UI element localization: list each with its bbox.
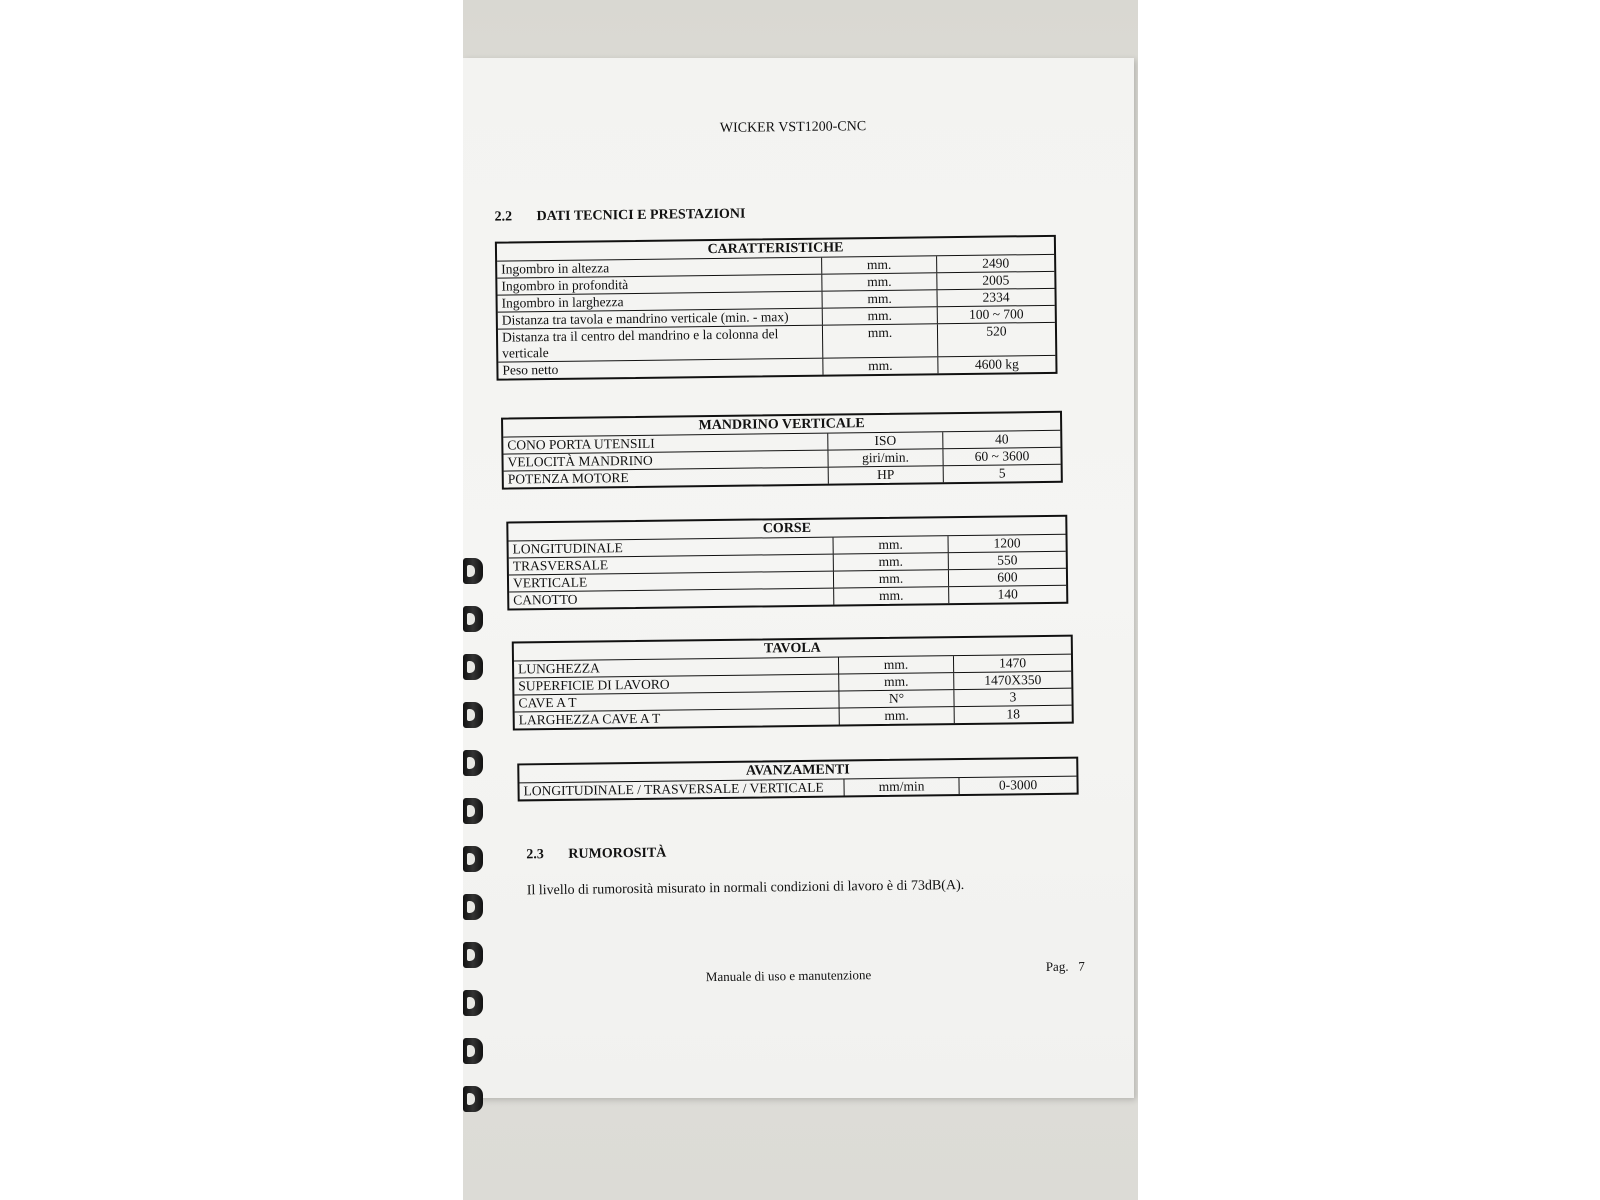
row-unit: ISO bbox=[828, 432, 943, 449]
binding-ring-icon bbox=[463, 702, 483, 728]
binding-ring-icon bbox=[463, 846, 483, 872]
row-label: Ingombro in altezza bbox=[497, 258, 822, 278]
document-photo bbox=[463, 0, 1138, 1200]
binding-ring-icon bbox=[463, 654, 483, 680]
spiral-binding bbox=[463, 558, 485, 1158]
footer-manual-title: Manuale di uso e manutenzione bbox=[705, 967, 872, 985]
row-label: VELOCITÀ MANDRINO bbox=[503, 451, 828, 471]
row-value: 1200 bbox=[993, 535, 1021, 551]
row-value: 60 ~ 3600 bbox=[974, 448, 1030, 464]
row-value: 140 bbox=[997, 586, 1018, 602]
page-label: Pag. bbox=[1045, 958, 1069, 975]
table-avanzamenti bbox=[517, 757, 1078, 802]
row-value: 520 bbox=[986, 323, 1007, 339]
section-title-2-2 bbox=[494, 207, 745, 226]
table-caratteristiche bbox=[495, 235, 1058, 381]
binding-ring-icon bbox=[463, 942, 483, 968]
binding-ring-icon bbox=[463, 750, 483, 776]
row-unit: mm. bbox=[839, 656, 954, 673]
document-header: WICKER VST1200-CNC bbox=[719, 119, 867, 136]
row-value: 550 bbox=[997, 552, 1018, 568]
row-label: Ingombro in larghezza bbox=[498, 292, 823, 312]
row-value: 3 bbox=[1009, 689, 1017, 705]
section-title-2-3 bbox=[526, 846, 666, 864]
binding-ring-icon bbox=[463, 1038, 483, 1064]
binding-ring-icon bbox=[463, 1086, 483, 1112]
row-label: Distanza tra tavola e mandrino verticale (min. - max) bbox=[498, 309, 823, 329]
binding-ring-icon bbox=[463, 990, 483, 1016]
binding-ring-icon bbox=[463, 606, 483, 632]
row-unit: mm. bbox=[840, 707, 955, 724]
row-label: Peso netto bbox=[498, 359, 823, 379]
row-unit: mm. bbox=[834, 536, 949, 553]
row-unit: HP bbox=[829, 466, 944, 483]
row-label: LONGITUDINALE / TRASVERSALE / VERTICALE bbox=[519, 779, 844, 799]
table-mandrino-verticale bbox=[501, 411, 1063, 490]
row-label: CAVE A T bbox=[514, 692, 839, 712]
row-label: CONO PORTA UTENSILI bbox=[503, 434, 828, 454]
row-value: 600 bbox=[997, 569, 1018, 585]
row-label: CANOTTO bbox=[509, 589, 834, 609]
row-label: LUNGHEZZA bbox=[514, 658, 839, 678]
row-value: 4600 kg bbox=[974, 356, 1019, 372]
page-number: 7 bbox=[1078, 958, 1085, 974]
row-unit: mm. bbox=[823, 307, 938, 324]
row-unit: mm. bbox=[834, 553, 949, 570]
table-caption: TAVOLA bbox=[514, 637, 1071, 662]
binding-ring-icon bbox=[463, 798, 483, 824]
row-unit: mm. bbox=[822, 273, 937, 290]
binding-ring-icon bbox=[463, 558, 483, 584]
binding-ring-icon bbox=[463, 894, 483, 920]
row-value: 40 bbox=[994, 431, 1009, 447]
row-value: 2005 bbox=[982, 272, 1010, 288]
table-caption: CORSE bbox=[508, 517, 1065, 542]
row-label: VERTICALE bbox=[509, 572, 834, 592]
page-content bbox=[463, 54, 1138, 1102]
table-caption: MANDRINO VERTICALE bbox=[503, 413, 1060, 438]
row-unit: mm. bbox=[834, 570, 949, 587]
table-caption: CARATTERISTICHE bbox=[497, 237, 1054, 262]
table-tavola bbox=[512, 635, 1074, 731]
row-unit: mm. bbox=[839, 673, 954, 690]
row-value: 1470 bbox=[998, 655, 1027, 671]
section-number: 2.2 bbox=[494, 209, 513, 225]
row-label: LONGITUDINALE bbox=[509, 538, 834, 558]
row-label: SUPERFICIE DI LAVORO bbox=[514, 675, 839, 695]
row-unit: mm/min bbox=[844, 778, 959, 795]
row-value: 100 ~ 700 bbox=[968, 306, 1024, 322]
row-label: TRASVERSALE bbox=[509, 555, 834, 575]
row-unit: mm. bbox=[834, 587, 949, 604]
row-unit: mm. bbox=[823, 290, 938, 307]
row-unit: mm. bbox=[822, 256, 937, 273]
row-unit: giri/min. bbox=[828, 449, 943, 466]
noise-paragraph: Il livello di rumorosità misurato in normali condizioni di lavoro è di 73dB(A). bbox=[526, 877, 965, 899]
footer-page-number bbox=[1046, 959, 1085, 975]
row-value: 2334 bbox=[982, 289, 1010, 305]
section-heading: DATI TECNICI E PRESTAZIONI bbox=[536, 206, 746, 225]
row-label: Ingombro in profondità bbox=[497, 275, 822, 295]
table-caption: AVANZAMENTI bbox=[519, 759, 1076, 784]
row-value: 1470X350 bbox=[984, 672, 1042, 688]
row-label: LARGHEZZA CAVE A T bbox=[515, 709, 840, 729]
section-heading: RUMOROSITÀ bbox=[568, 845, 667, 862]
section-number: 2.3 bbox=[526, 847, 544, 863]
row-value: 0-3000 bbox=[998, 777, 1038, 793]
row-unit: mm. bbox=[823, 324, 938, 357]
row-unit: mm. bbox=[823, 357, 938, 374]
manual-page bbox=[463, 58, 1134, 1098]
row-label: POTENZA MOTORE bbox=[504, 468, 829, 488]
row-value: 18 bbox=[1006, 706, 1021, 722]
row-label: Distanza tra il centro del mandrino e la colonna del verticale bbox=[498, 326, 823, 362]
row-unit: N° bbox=[839, 690, 954, 707]
table-corse bbox=[506, 515, 1068, 611]
row-value: 5 bbox=[998, 465, 1006, 481]
row-value: 2490 bbox=[982, 255, 1010, 271]
